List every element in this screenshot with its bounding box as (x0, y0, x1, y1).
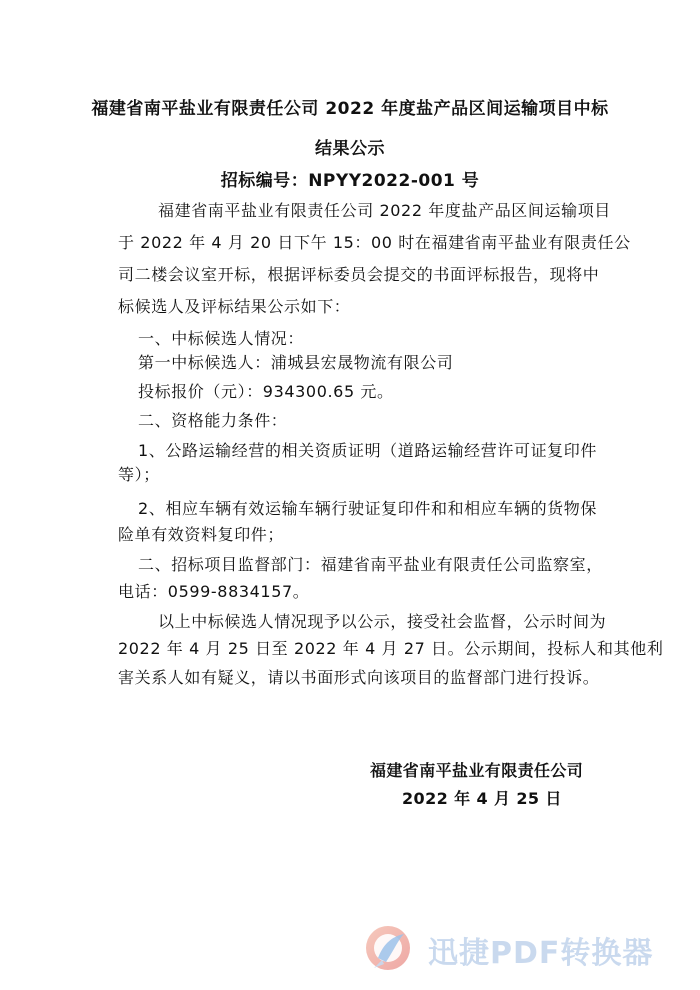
bid-price: 投标报价（元）：934300.65 元。 (138, 382, 394, 401)
tender-number: 招标编号：NPYY2022-001 号 (220, 171, 480, 191)
paragraph-line: 福建省南平盐业有限责任公司 2022 年度盐产品区间运输项目 (158, 201, 611, 220)
paragraph-line: 标候选人及评标结果公示如下： (118, 297, 351, 316)
notice-paragraph-line: 2022 年 4 月 25 日至 2022 年 4 月 27 日。公示期间，投标人和其他利 (118, 639, 664, 658)
paragraph-line: 司二楼会议室开标，根据评标委员会提交的书面评标报告，现将中 (118, 265, 600, 284)
document-title: 福建省南平盐业有限责任公司 2022 年度盐产品区间运输项目中标 (91, 99, 609, 119)
paragraph-line: 于 2022 年 4 月 20 日下午 15：00 时在福建省南平盐业有限责任公 (118, 233, 631, 252)
supervision-department: 二、招标项目监督部门：福建省南平盐业有限责任公司监察室， (138, 555, 603, 574)
signature-company: 福建省南平盐业有限责任公司 (370, 761, 584, 780)
qualification-item-2-continued: 险单有效资料复印件； (118, 525, 285, 544)
pdf-converter-logo-icon (360, 920, 416, 976)
phone-number: 电话：0599-8834157。 (118, 582, 310, 601)
section-heading-qualifications: 二、资格能力条件： (138, 411, 288, 430)
signature-date: 2022 年 4 月 25 日 (402, 789, 562, 808)
watermark (360, 918, 690, 980)
qualification-item-2: 2、相应车辆有效运输车辆行驶证复印件和和相应车辆的货物保 (138, 499, 597, 518)
notice-paragraph: 以上中标候选人情况现予以公示，接受社会监督，公示时间为 (158, 612, 607, 631)
first-candidate: 第一中标候选人：浦城县宏晟物流有限公司 (138, 353, 454, 372)
document-title-continued: 结果公示 (315, 139, 385, 159)
section-heading-candidates: 一、中标候选人情况： (138, 329, 305, 348)
qualification-item-1-continued: 等）； (118, 465, 160, 484)
notice-paragraph-line: 害关系人如有疑义，请以书面形式向该项目的监督部门进行投诉。 (118, 668, 600, 687)
watermark-text: 迅捷PDF转换器 (428, 936, 654, 971)
qualification-item-1: 1、公路运输经营的相关资质证明（道路运输经营许可证复印件 (138, 441, 597, 460)
